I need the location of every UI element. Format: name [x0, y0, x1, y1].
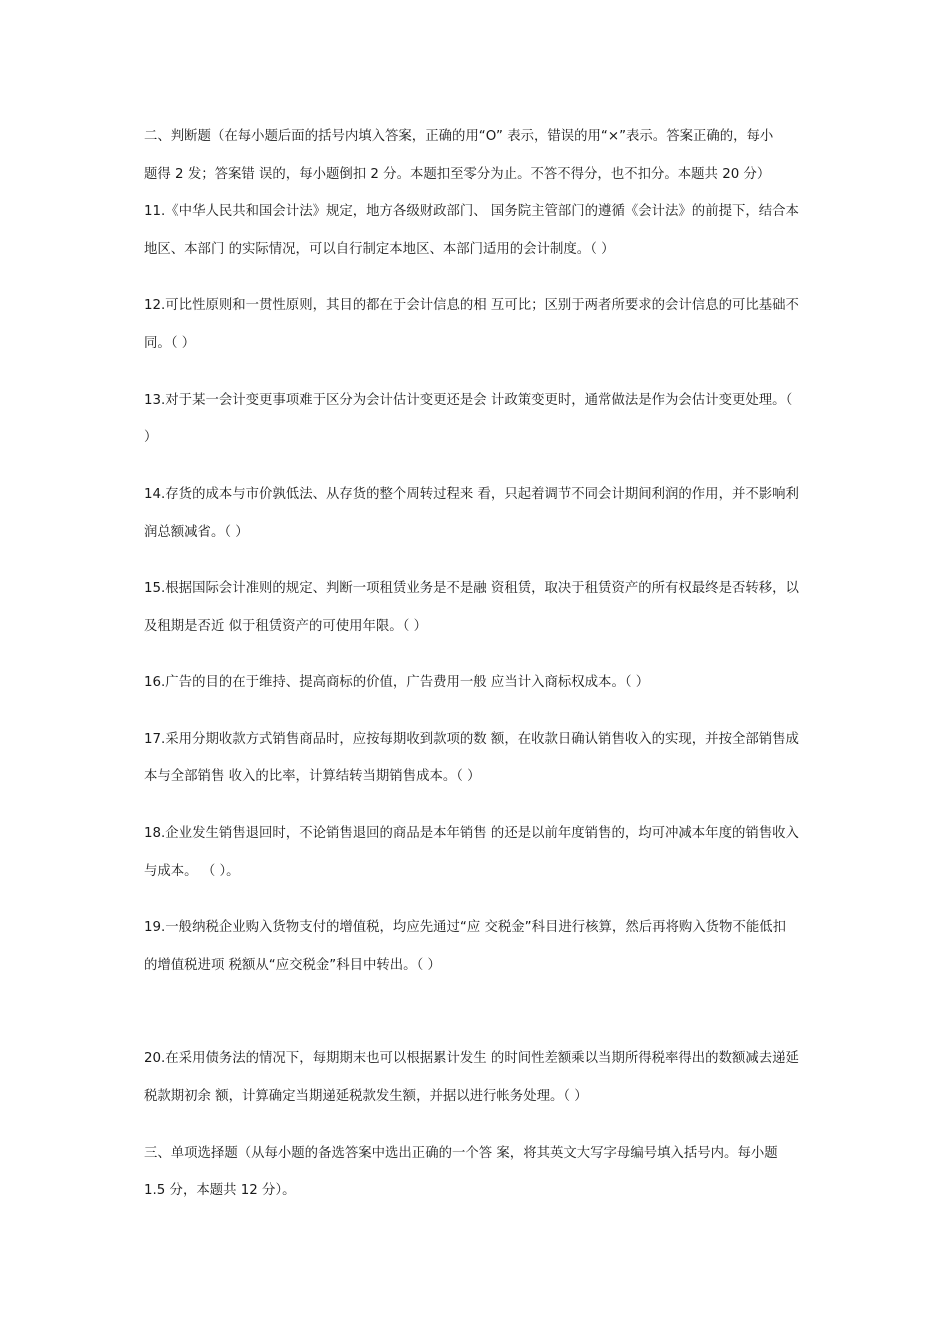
question-11-line-2: 地区、本部门 的实际情况，可以自行制定本地区、本部门适用的会计制度。（ ） — [144, 242, 615, 257]
question-19-line-1: 19.一般纳税企业购入货物支付的增值税，均应先通过“应 交税金”科目进行核算，然后再将购入货物不能低扣 — [144, 920, 787, 935]
question-13-line-2: ） — [144, 430, 158, 445]
question-13-line-1: 13.对于某一会计变更事项难于区分为会计估计变更还是会 计政策变更时，通常做法是作为会估计变更处理。（ — [144, 393, 793, 408]
question-18-line-1: 18.企业发生销售退回时，不论销售退回的商品是本年销售 的还是以前年度销售的，均可冲减本年度的销售收入 — [144, 826, 799, 841]
section-3-heading-line-2: 1.5 分，本题共 12 分）。 — [144, 1183, 296, 1198]
section-2-heading-line-2: 题得 2 发；答案错 误的，每小题倒扣 2 分。本题扣至零分为止。不答不得分，也不扣分。本题共 20 分） — [144, 167, 771, 182]
section-3-heading-line-1: 三、单项选择题（从每小题的备选答案中选出正确的一个答 案，将其英文大写字母编号填入括号内。每小题 — [144, 1146, 778, 1161]
question-12-line-2: 同。（ ） — [144, 336, 196, 351]
question-11-line-1: 11.《中华人民共和国会计法》规定，地方各级财政部门、 国务院主管部门的遵循《会计法》的前提下，结合本 — [144, 204, 799, 219]
question-12-line-1: 12.可比性原则和一贯性原则，其目的都在于会计信息的相 互可比；区别于两者所要求的会计信息的可比基础不 — [144, 298, 799, 313]
question-14-line-2: 润总额减省。（ ） — [144, 525, 249, 540]
section-2-heading-line-1: 二、判断题（在每小题后面的括号内填入答案，正确的用“O” 表示，错误的用“×”表示。答案正确的，每小 — [144, 129, 774, 144]
question-16-line-1: 16.广告的目的在于维持、提高商标的价值，广告费用一般 应当计入商标权成本。（ ） — [144, 675, 650, 690]
question-15-line-1: 15.根据国际会计准则的规定、判断一项租赁业务是不是融 资租赁，取决于租赁资产的所有权最终是否转移，以 — [144, 581, 799, 596]
question-17-line-1: 17.采用分期收款方式销售商品时，应按每期收到款项的数 额，在收款日确认销售收入的实现，并按全部销售成 — [144, 732, 799, 747]
question-20-line-1: 20.在采用债务法的情况下，每期期末也可以根据累计发生 的时间性差额乘以当期所得税率得出的数额减去递延 — [144, 1051, 799, 1066]
question-14-line-1: 14.存货的成本与市价孰低法、从存货的整个周转过程来 看，只起着调节不同会计期间利润的作用，并不影响利 — [144, 487, 799, 502]
question-19-line-2: 的增值税进项 税额从“应交税金”科目中转出。（ ） — [144, 958, 441, 973]
question-15-line-2: 及租期是否近 似于租赁资产的可使用年限。（ ） — [144, 619, 428, 634]
question-20-line-2: 税款期初余 额，计算确定当期递延税款发生额，并据以进行帐务处理。（ ） — [144, 1089, 588, 1104]
question-18-line-2: 与成本。 （ ）。 — [144, 864, 240, 879]
question-17-line-2: 本与全部销售 收入的比率，计算结转当期销售成本。（ ） — [144, 769, 481, 784]
